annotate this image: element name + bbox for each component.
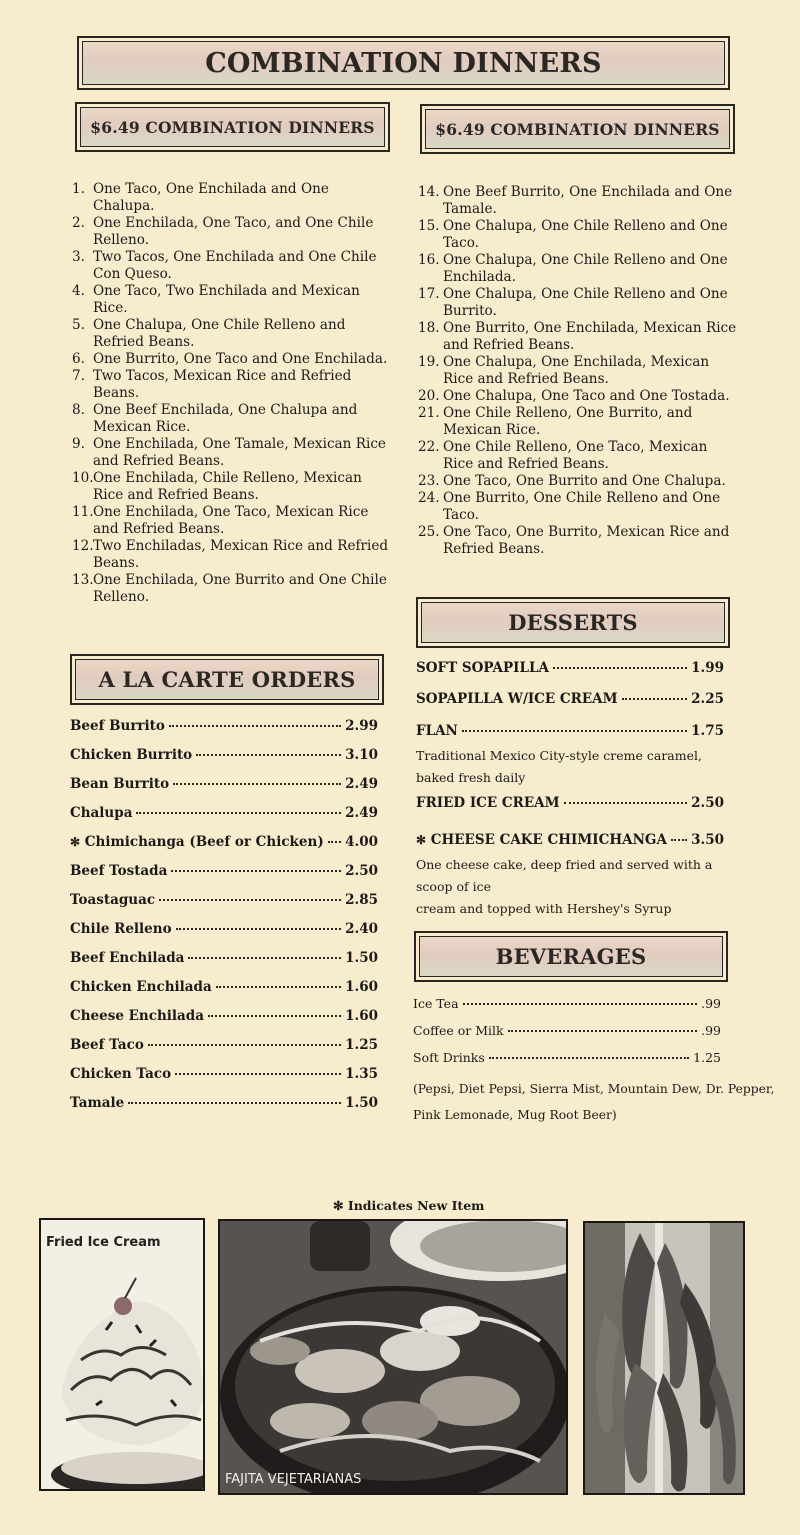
fried-ice-cream-caption: Fried Ice Cream [46,1235,161,1250]
combo-item-text: Two Tacos, One Enchilada and One Chile Con Queso. [93,249,377,282]
combo-item [72,351,392,368]
combo-item [418,252,738,286]
beverages-list [413,996,721,1077]
combo-item-text: One Chalupa, One Chile Relleno and One Burrito. [443,286,728,319]
menu-item-row [70,776,378,805]
menu-item-row [70,834,378,863]
item-name: Chalupa [70,805,133,821]
menu-item-row [70,718,378,747]
item-price: 1.99 [691,660,724,676]
item-price: 2.50 [345,863,378,879]
combo-left-heading: $6.49 COMBINATION DINNERS [80,107,385,147]
combo-item [72,215,392,249]
item-name: Beef Tostada [70,863,168,879]
menu-item-row [70,950,378,979]
dessert-sopapilla-ice-cream [416,691,724,720]
combo-item-text: One Enchilada, One Taco, and One Chile Relleno. [93,215,374,248]
item-name: SOPAPILLA W/ICE CREAM [416,691,618,707]
combo-item-number: 15. [418,218,440,234]
combo-item [418,184,738,218]
combo-item [72,317,392,351]
item-name: FLAN [416,723,458,739]
item-name: Bean Burrito [70,776,170,792]
menu-item-row [413,1050,721,1077]
item-price: 1.60 [345,979,378,995]
item-name: Toastaguac [70,892,156,908]
combo-item [72,283,392,317]
combo-item-text: One Beef Enchilada, One Chalupa and Mexican Rice. [93,402,358,435]
item-name: Chicken Taco [70,1066,172,1082]
combo-item-text: One Burrito, One Enchilada, Mexican Rice and Refried Beans. [443,320,737,353]
combo-item-number: 24. [418,490,440,506]
item-price: 1.60 [345,1008,378,1024]
combo-right-heading: $6.49 COMBINATION DINNERS [425,109,730,149]
dessert-cheese-cake-chimichanga [416,832,724,854]
combo-item-number: 7. [72,368,85,384]
combo-item-text: One Burrito, One Chile Relleno and One Taco. [443,490,721,523]
main-title: COMBINATION DINNERS [82,41,725,85]
beverages-heading: BEVERAGES [419,936,723,977]
item-name: Chile Relleno [70,921,172,937]
item-price: 2.85 [345,892,378,908]
combo-item-text: One Enchilada, One Taco, Mexican Rice and Refried Beans. [93,504,369,537]
combo-left-heading-box [75,102,390,152]
combo-item-text: One Beef Burrito, One Enchilada and One Tamale. [443,184,733,217]
combo-item-number: 9. [72,436,85,452]
combo-item [72,249,392,283]
item-price: 1.25 [345,1037,378,1053]
item-price: .99 [701,996,721,1011]
menu-item-row [413,996,721,1023]
menu-item-row [413,1023,721,1050]
combo-item [418,320,738,354]
dessert-soft-sopapilla [416,660,724,689]
combo-item [72,572,392,606]
combo-item-text: One Chalupa, One Chile Relleno and Refried Beans. [93,317,346,350]
cheese-cake-description-1: One cheese cake, deep fried and served with a scoop of ice [416,857,713,894]
combo-item-text: One Burrito, One Taco and One Enchilada. [93,351,388,367]
combo-item [418,218,738,252]
combo-item [418,439,738,473]
combo-item-number: 18. [418,320,440,336]
beverages-heading-box [414,931,728,982]
item-name: Beef Burrito [70,718,165,734]
combo-item-text: One Chalupa, One Enchilada, Mexican Rice and Refried Beans. [443,354,710,387]
menu-item-row [70,1037,378,1066]
menu-item-row [70,747,378,776]
combo-item-number: 20. [418,388,440,404]
combo-item-number: 10. [72,470,94,486]
combo-item [418,286,738,320]
combo-item-number: 13. [72,572,94,588]
combo-right-heading-box [420,104,735,154]
menu-item-row [70,1066,378,1095]
item-price: 1.25 [693,1050,721,1065]
combo-item [418,388,738,405]
desserts-heading-box [416,597,730,648]
combo-item-text: One Chalupa, One Chile Relleno and One Enchilada. [443,252,728,285]
combo-item-text: Two Tacos, Mexican Rice and Refried Beans. [93,368,352,401]
desserts-heading: DESSERTS [421,602,725,643]
combo-item-number: 2. [72,215,85,231]
combo-item [72,504,392,538]
combo-item [418,490,738,524]
item-price: 2.40 [345,921,378,937]
item-price: 3.10 [345,747,378,763]
desserts-list [416,660,724,920]
fajita-image [220,1221,568,1495]
new-item-star-icon: ✻ [416,833,427,847]
combo-item-number: 11. [72,504,94,520]
combo-item-text: One Enchilada, One Tamale, Mexican Rice and Refried Beans. [93,436,386,469]
item-price: 1.35 [345,1066,378,1082]
combo-item-number: 5. [72,317,85,333]
combo-item-text: One Chile Relleno, One Taco, Mexican Rice and Refried Beans. [443,439,708,472]
combo-item [418,405,738,439]
combo-item-text: One Taco, One Burrito and One Chalupa. [443,473,726,489]
flan-description-1: Traditional Mexico City-style creme caramel, [416,748,702,763]
combo-item-number: 25. [418,524,440,540]
main-title-box [77,36,730,90]
combo-item-text: Two Enchiladas, Mexican Rice and Refried Beans. [93,538,389,571]
combo-item [418,524,738,558]
combo-item [418,354,738,388]
menu-item-row [70,805,378,834]
combo-item-number: 23. [418,473,440,489]
combo-item-number: 14. [418,184,440,200]
fajita-caption: FAJITA VEJETARIANAS [225,1472,362,1487]
item-name: Beef Enchilada [70,950,185,966]
dessert-fried-ice-cream [416,795,724,824]
combo-item-text: One Enchilada, Chile Relleno, Mexican Rice and Refried Beans. [93,470,362,503]
combo-item-number: 12. [72,538,94,554]
item-name: Beef Taco [70,1037,144,1053]
menu-item-row [70,979,378,1008]
combo-item [72,402,392,436]
item-price: .99 [701,1023,721,1038]
a-la-carte-heading: A LA CARTE ORDERS [75,659,379,700]
item-price: 2.25 [691,691,724,707]
combo-right-list [418,184,738,558]
combo-item [72,470,392,504]
item-price: 3.50 [691,832,724,848]
item-name: Chicken Burrito [70,747,193,763]
combo-item-number: 21. [418,405,440,421]
combo-item-number: 3. [72,249,85,265]
combo-item-text: One Taco, One Burrito, Mexican Rice and Refried Beans. [443,524,730,557]
fried-ice-cream-photo [39,1218,205,1491]
menu-item-row [70,921,378,950]
combo-item [418,473,738,490]
menu-item-row [70,1008,378,1037]
flan-description-2: baked fresh daily [416,770,526,785]
menu-item-row [70,863,378,892]
soft-drinks-note-1: (Pepsi, Diet Pepsi, Sierra Mist, Mountain Dew, Dr. Pepper, [413,1082,775,1096]
new-item-star-icon: ✻ [70,835,81,849]
item-name: FRIED ICE CREAM [416,795,560,811]
menu-item-row [70,892,378,921]
item-price: 4.00 [345,834,378,850]
combo-item-text: One Enchilada, One Burrito and One Chile Relleno. [93,572,387,605]
item-name: SOFT SOPAPILLA [416,660,549,676]
item-price: 2.49 [345,805,378,821]
new-item-legend [333,1198,484,1213]
chile-peppers-image [585,1223,745,1495]
item-name: Ice Tea [413,996,459,1011]
item-price: 1.50 [345,950,378,966]
combo-item-number: 17. [418,286,440,302]
dessert-flan [416,723,724,745]
combo-item-number: 19. [418,354,440,370]
combo-item [72,538,392,572]
combo-item-number: 4. [72,283,85,299]
item-name: Coffee or Milk [413,1023,504,1038]
a-la-carte-list [70,718,378,1124]
item-price: 2.49 [345,776,378,792]
combo-item-number: 22. [418,439,440,455]
combo-item [72,436,392,470]
chile-peppers-photo [583,1221,745,1495]
item-name: Soft Drinks [413,1050,485,1065]
item-price: 1.50 [345,1095,378,1111]
combo-item [72,368,392,402]
combo-item-number: 6. [72,351,85,367]
combo-item-text: One Chalupa, One Chile Relleno and One Taco. [443,218,728,251]
fajita-photo [218,1219,568,1495]
item-price: 2.99 [345,718,378,734]
item-name: Cheese Enchilada [70,1008,204,1024]
combo-left-list [72,181,392,606]
combo-item-text: One Chile Relleno, One Burrito, and Mexican Rice. [443,405,693,438]
new-item-star-icon: ✻ [333,1198,344,1213]
item-price: 2.50 [691,795,724,811]
item-name: Tamale [70,1095,125,1111]
combo-item-text: One Chalupa, One Taco and One Tostada. [443,388,730,404]
new-item-legend-text: Indicates New Item [347,1198,485,1213]
combo-item-number: 16. [418,252,440,268]
item-name: CHEESE CAKE CHIMICHANGA [430,832,667,848]
cheese-cake-description-2: cream and topped with Hershey's Syrup [416,901,672,916]
combo-item-number: 8. [72,402,85,418]
combo-item-text: One Taco, One Enchilada and One Chalupa. [93,181,329,214]
soft-drinks-note-2: Pink Lemonade, Mug Root Beer) [413,1108,617,1122]
fried-ice-cream-image [41,1220,205,1491]
menu-item-row [70,1095,378,1124]
combo-item [72,181,392,215]
item-name: Chimichanga (Beef or Chicken) [84,834,324,850]
combo-item-number: 1. [72,181,85,197]
combo-item-text: One Taco, Two Enchilada and Mexican Rice. [93,283,360,316]
item-price: 1.75 [691,723,724,739]
item-name: Chicken Enchilada [70,979,212,995]
a-la-carte-heading-box [70,654,384,705]
